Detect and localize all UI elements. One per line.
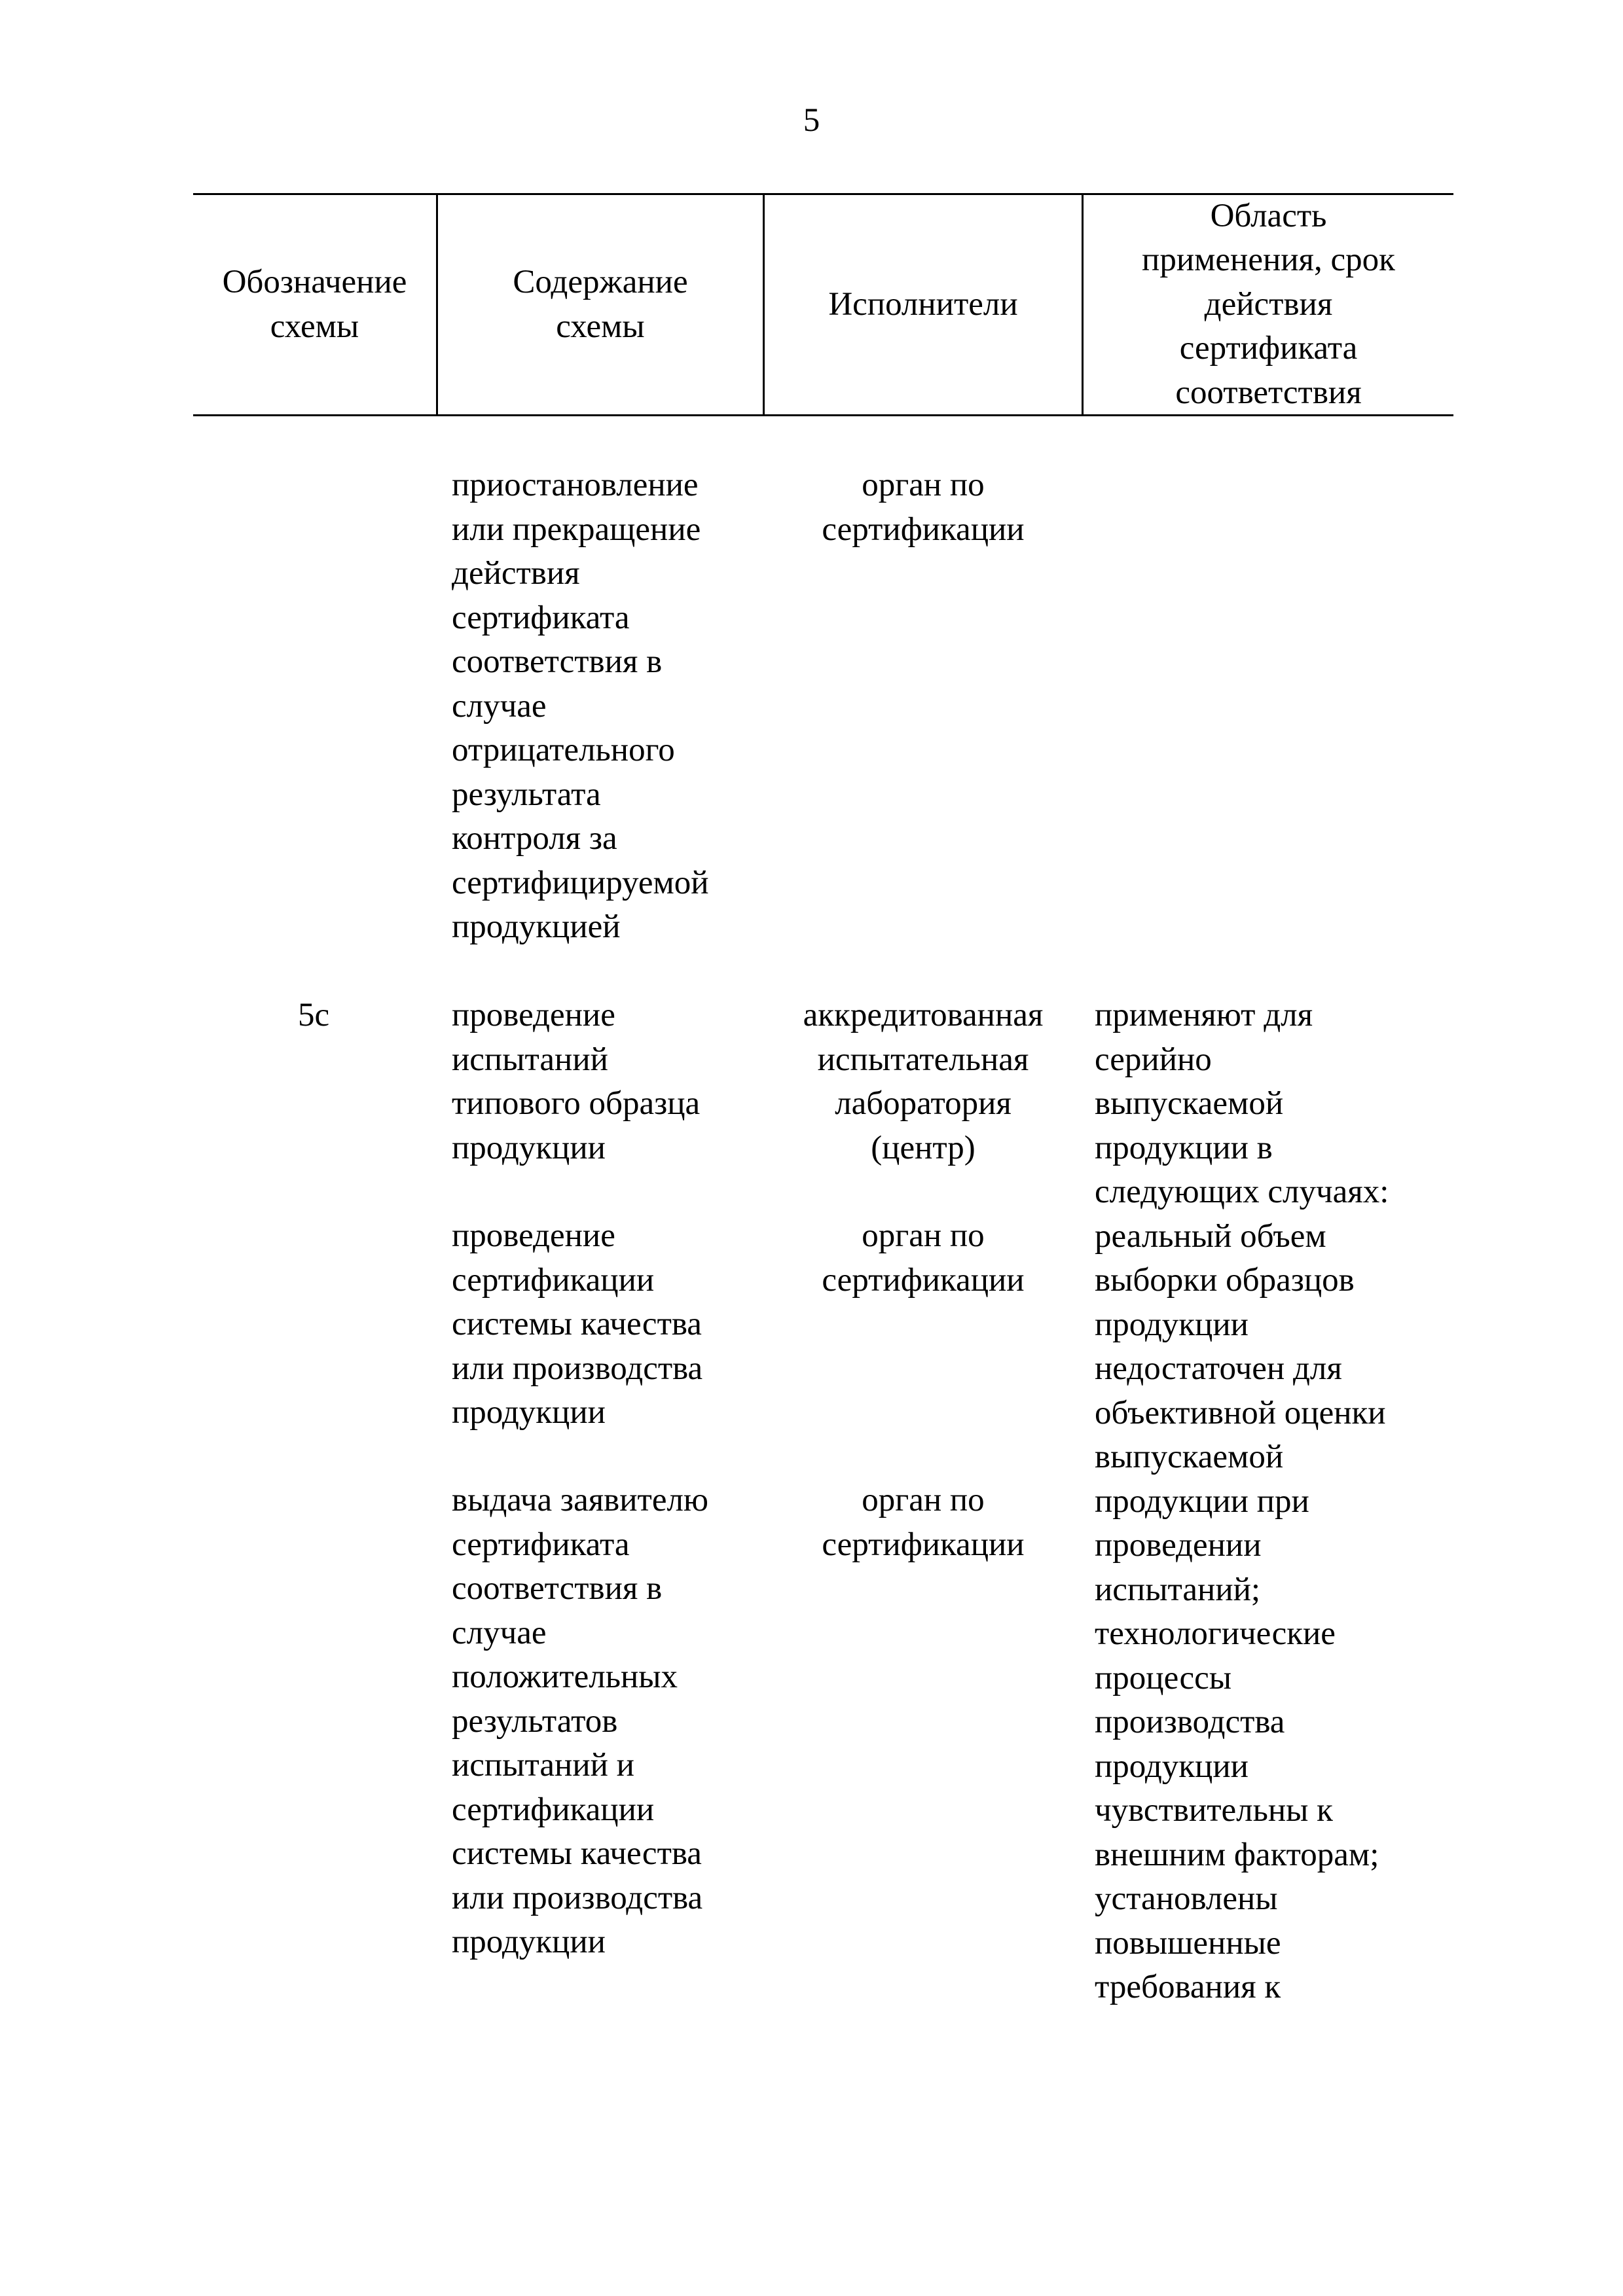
table-header <box>193 193 1453 416</box>
page-number: 5 <box>803 102 820 139</box>
header-content: Содержание схемы <box>513 264 688 345</box>
header-designation: Обозначение схемы <box>222 264 407 345</box>
header-scope: Область применения, срок действия сертификата соответствия <box>1142 197 1395 411</box>
continued-row-performer: орган по сертификации <box>822 467 1025 548</box>
row-5c-scope: применяют для серийно выпускаемой продукции в следующих случаях: реальный объем выборки образцов продукции недостаточен для объективной оценки выпускаемой продукции при проведении испытаний; технологические процессы производства продукции чувствительны к внешним факторам; установлены повышенные требования к <box>1095 997 1389 2005</box>
header-performers: Исполнители <box>828 285 1018 323</box>
row-5c-step-3-content: выдача заявителю сертификата соответствия в случае положительных результатов испытаний и сертификации системы качества или производства продукции <box>452 1482 709 1960</box>
row-5c-step-1-performer: аккредитованная испытательная лаборатория (центр) <box>803 997 1044 1166</box>
row-5c-step-2-content: проведение сертификации системы качества или производства продукции <box>452 1217 703 1431</box>
row-5c-step-2-performer: орган по сертификации <box>822 1217 1025 1299</box>
row-5c-step-3-performer: орган по сертификации <box>822 1482 1025 1563</box>
row-5c-step-1-content: проведение испытаний типового образца продукции <box>452 997 701 1166</box>
continued-row-content: приостановление или прекращение действия сертификата соответствия в случае отрицательного результата контроля за сертифицируемой продукцией <box>452 467 709 945</box>
row-designation: 5с <box>298 997 330 1033</box>
